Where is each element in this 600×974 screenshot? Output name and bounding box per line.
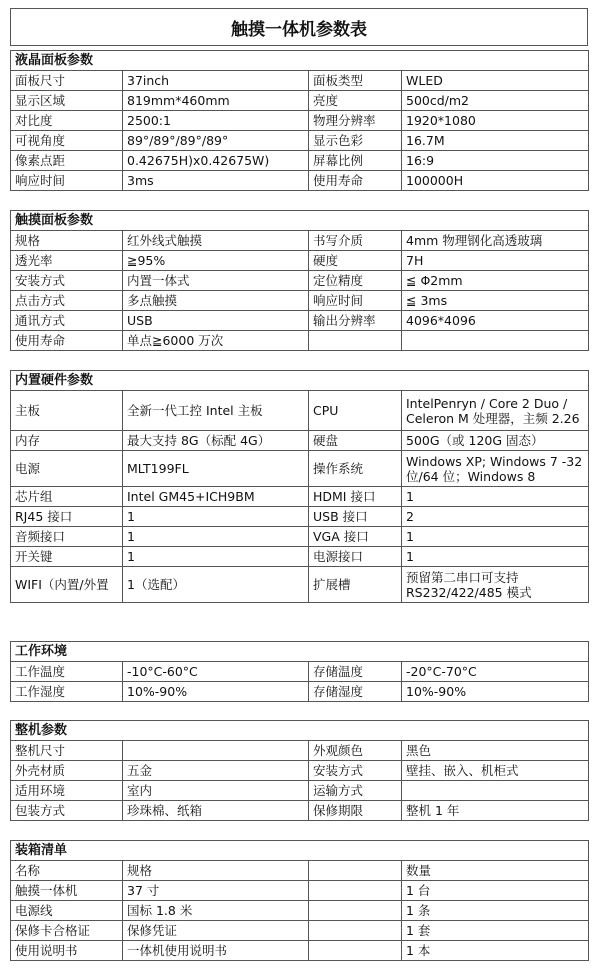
spec-label: 包装方式 xyxy=(11,801,123,821)
spec-value: 规格 xyxy=(123,861,309,881)
section-hardware xyxy=(10,370,588,603)
table-row xyxy=(11,761,589,781)
spec-value: 89°/89°/89°/89° xyxy=(123,131,309,151)
spec-label: 电源接口 xyxy=(309,547,402,567)
page-title: 触摸一体机参数表 xyxy=(10,8,588,46)
spec-label xyxy=(309,921,402,941)
table-row xyxy=(11,662,589,682)
table-row xyxy=(11,487,589,507)
spec-value: 1 套 xyxy=(402,921,589,941)
spec-table xyxy=(10,641,589,702)
table-row xyxy=(11,527,589,547)
spec-label xyxy=(309,861,402,881)
spec-label: 书写介质 xyxy=(309,231,402,251)
section-header: 整机参数 xyxy=(11,721,589,741)
table-row xyxy=(11,171,589,191)
spec-value: 数量 xyxy=(402,861,589,881)
spec-label: RJ45 接口 xyxy=(11,507,123,527)
table-row xyxy=(11,781,589,801)
spec-label xyxy=(309,331,402,351)
spec-label: 保修期限 xyxy=(309,801,402,821)
spec-table xyxy=(10,370,589,603)
spec-value: 预留第二串口可支持 RS232/422/485 模式 xyxy=(402,567,589,603)
spec-value: -10°C-60°C xyxy=(123,662,309,682)
spec-label: 工作温度 xyxy=(11,662,123,682)
spec-label xyxy=(309,941,402,961)
spec-value: 819mm*460mm xyxy=(123,91,309,111)
spec-value xyxy=(402,331,589,351)
spec-value: 红外线式触摸 xyxy=(123,231,309,251)
spec-value: 黑色 xyxy=(402,741,589,761)
table-row xyxy=(11,431,589,451)
spec-label: VGA 接口 xyxy=(309,527,402,547)
spec-value: 16.7M xyxy=(402,131,589,151)
spec-value: 100000H xyxy=(402,171,589,191)
spec-label: 显示色彩 xyxy=(309,131,402,151)
spec-value: 五金 xyxy=(123,761,309,781)
spec-label: 安装方式 xyxy=(11,271,123,291)
table-row xyxy=(11,801,589,821)
spec-value: 16:9 xyxy=(402,151,589,171)
section-environment xyxy=(10,641,588,702)
section-touch-panel xyxy=(10,210,588,351)
spec-value: IntelPenryn / Core 2 Duo / Celeron M 处理器，主频 2.26 xyxy=(402,391,589,431)
spec-label: 物理分辨率 xyxy=(309,111,402,131)
table-row xyxy=(11,231,589,251)
table-row xyxy=(11,941,589,961)
spec-label: 像素点距 xyxy=(11,151,123,171)
spec-label: 外观颜色 xyxy=(309,741,402,761)
spec-label: 存储湿度 xyxy=(309,682,402,702)
section-machine xyxy=(10,720,588,821)
spec-label xyxy=(309,881,402,901)
spec-value: 1 xyxy=(123,547,309,567)
spec-label: 使用说明书 xyxy=(11,941,123,961)
spec-value: 1920*1080 xyxy=(402,111,589,131)
table-row xyxy=(11,111,589,131)
spec-label: 通讯方式 xyxy=(11,311,123,331)
spec-value: 1 本 xyxy=(402,941,589,961)
table-row xyxy=(11,71,589,91)
spec-value: 1（选配） xyxy=(123,567,309,603)
table-row xyxy=(11,881,589,901)
spec-label: 硬度 xyxy=(309,251,402,271)
spec-label: 显示区域 xyxy=(11,91,123,111)
spec-label: 点击方式 xyxy=(11,291,123,311)
spec-table xyxy=(10,50,589,191)
spec-label: 可视角度 xyxy=(11,131,123,151)
table-row xyxy=(11,131,589,151)
spec-value: 珍珠棉、纸箱 xyxy=(123,801,309,821)
table-row xyxy=(11,251,589,271)
spec-label: 透光率 xyxy=(11,251,123,271)
spec-value: 1 条 xyxy=(402,901,589,921)
section-header: 液晶面板参数 xyxy=(11,51,589,71)
table-row xyxy=(11,547,589,567)
spec-value: MLT199FL xyxy=(123,451,309,487)
spec-label: HDMI 接口 xyxy=(309,487,402,507)
spec-value: 内置一体式 xyxy=(123,271,309,291)
spec-label: USB 接口 xyxy=(309,507,402,527)
spec-label: 使用寿命 xyxy=(11,331,123,351)
spec-value: 1 xyxy=(123,507,309,527)
spec-label: 面板类型 xyxy=(309,71,402,91)
section-header: 触摸面板参数 xyxy=(11,211,589,231)
spec-label: 保修卡合格证 xyxy=(11,921,123,941)
spec-label: 硬盘 xyxy=(309,431,402,451)
spec-label: 芯片组 xyxy=(11,487,123,507)
spec-value: 500cd/m2 xyxy=(402,91,589,111)
spec-value: 3ms xyxy=(123,171,309,191)
spec-value: 全新一代工控 Intel 主板 xyxy=(123,391,309,431)
spec-value: 500G（或 120G 固态） xyxy=(402,431,589,451)
spec-label: 触摸一体机 xyxy=(11,881,123,901)
section-header: 内置硬件参数 xyxy=(11,371,589,391)
spec-value: ≦ 3ms xyxy=(402,291,589,311)
table-row xyxy=(11,741,589,761)
spec-value: 1 xyxy=(402,547,589,567)
table-row xyxy=(11,507,589,527)
spec-label: 扩展槽 xyxy=(309,567,402,603)
spec-label: 输出分辨率 xyxy=(309,311,402,331)
spec-value: 1 xyxy=(402,527,589,547)
spec-value: 1 台 xyxy=(402,881,589,901)
spec-value: 一体机使用说明书 xyxy=(123,941,309,961)
table-row xyxy=(11,682,589,702)
spec-label: 使用寿命 xyxy=(309,171,402,191)
spec-label: 对比度 xyxy=(11,111,123,131)
spec-value: WLED xyxy=(402,71,589,91)
spec-value: 1 xyxy=(402,487,589,507)
table-row xyxy=(11,567,589,603)
spec-label: 响应时间 xyxy=(11,171,123,191)
spec-value xyxy=(402,781,589,801)
spec-value: 10%-90% xyxy=(402,682,589,702)
spec-label: 响应时间 xyxy=(309,291,402,311)
spec-value: 壁挂、嵌入、机柜式 xyxy=(402,761,589,781)
spec-value: ≦ Φ2mm xyxy=(402,271,589,291)
spec-value: Intel GM45+ICH9BM xyxy=(123,487,309,507)
table-row xyxy=(11,271,589,291)
spec-label: 工作湿度 xyxy=(11,682,123,702)
spec-value: USB xyxy=(123,311,309,331)
spec-label: 开关键 xyxy=(11,547,123,567)
spec-label: CPU xyxy=(309,391,402,431)
spec-table xyxy=(10,840,589,961)
section-header: 工作环境 xyxy=(11,642,589,662)
spec-value: 整机 1 年 xyxy=(402,801,589,821)
spec-value: 4mm 物理钢化高透玻璃 xyxy=(402,231,589,251)
spec-value: 室内 xyxy=(123,781,309,801)
spec-label: 内存 xyxy=(11,431,123,451)
spec-label: 屏幕比例 xyxy=(309,151,402,171)
spec-label xyxy=(309,901,402,921)
table-row xyxy=(11,151,589,171)
table-row xyxy=(11,901,589,921)
table-row xyxy=(11,331,589,351)
spec-value: 最大支持 8G（标配 4G） xyxy=(123,431,309,451)
table-row xyxy=(11,861,589,881)
spec-value: Windows XP; Windows 7 -32 位/64 位；Windows 8 xyxy=(402,451,589,487)
spec-label: 亮度 xyxy=(309,91,402,111)
spec-value: -20°C-70°C xyxy=(402,662,589,682)
spec-value: 国标 1.8 米 xyxy=(123,901,309,921)
spec-value: ≧95% xyxy=(123,251,309,271)
spec-label: 操作系统 xyxy=(309,451,402,487)
spec-value: 1 xyxy=(123,527,309,547)
spec-value: 4096*4096 xyxy=(402,311,589,331)
spec-table xyxy=(10,720,589,821)
spec-label: 安装方式 xyxy=(309,761,402,781)
spec-value: 37 寸 xyxy=(123,881,309,901)
section-packing-list xyxy=(10,840,588,961)
spec-value: 2 xyxy=(402,507,589,527)
spec-value: 10%-90% xyxy=(123,682,309,702)
spec-label: 外壳材质 xyxy=(11,761,123,781)
spec-label: 规格 xyxy=(11,231,123,251)
table-row xyxy=(11,451,589,487)
table-row xyxy=(11,311,589,331)
table-row xyxy=(11,391,589,431)
spec-value: 37inch xyxy=(123,71,309,91)
spec-label: 电源 xyxy=(11,451,123,487)
table-row xyxy=(11,91,589,111)
spec-label: 运输方式 xyxy=(309,781,402,801)
spec-label: WIFI（内置/外置 xyxy=(11,567,123,603)
spec-label: 定位精度 xyxy=(309,271,402,291)
spec-value: 单点≧6000 万次 xyxy=(123,331,309,351)
spec-label: 整机尺寸 xyxy=(11,741,123,761)
spec-label: 电源线 xyxy=(11,901,123,921)
spec-value: 7H xyxy=(402,251,589,271)
spec-label: 面板尺寸 xyxy=(11,71,123,91)
spec-label: 名称 xyxy=(11,861,123,881)
table-row xyxy=(11,921,589,941)
spec-label: 主板 xyxy=(11,391,123,431)
spec-label: 音频接口 xyxy=(11,527,123,547)
spec-label: 存储温度 xyxy=(309,662,402,682)
spec-value xyxy=(123,741,309,761)
spec-label: 适用环境 xyxy=(11,781,123,801)
spec-value: 0.42675H)x0.42675W) xyxy=(123,151,309,171)
spec-value: 2500:1 xyxy=(123,111,309,131)
table-row xyxy=(11,291,589,311)
section-header: 装箱清单 xyxy=(11,841,589,861)
spec-table xyxy=(10,210,589,351)
section-lcd-panel xyxy=(10,50,588,191)
spec-value: 多点触摸 xyxy=(123,291,309,311)
spec-value: 保修凭证 xyxy=(123,921,309,941)
